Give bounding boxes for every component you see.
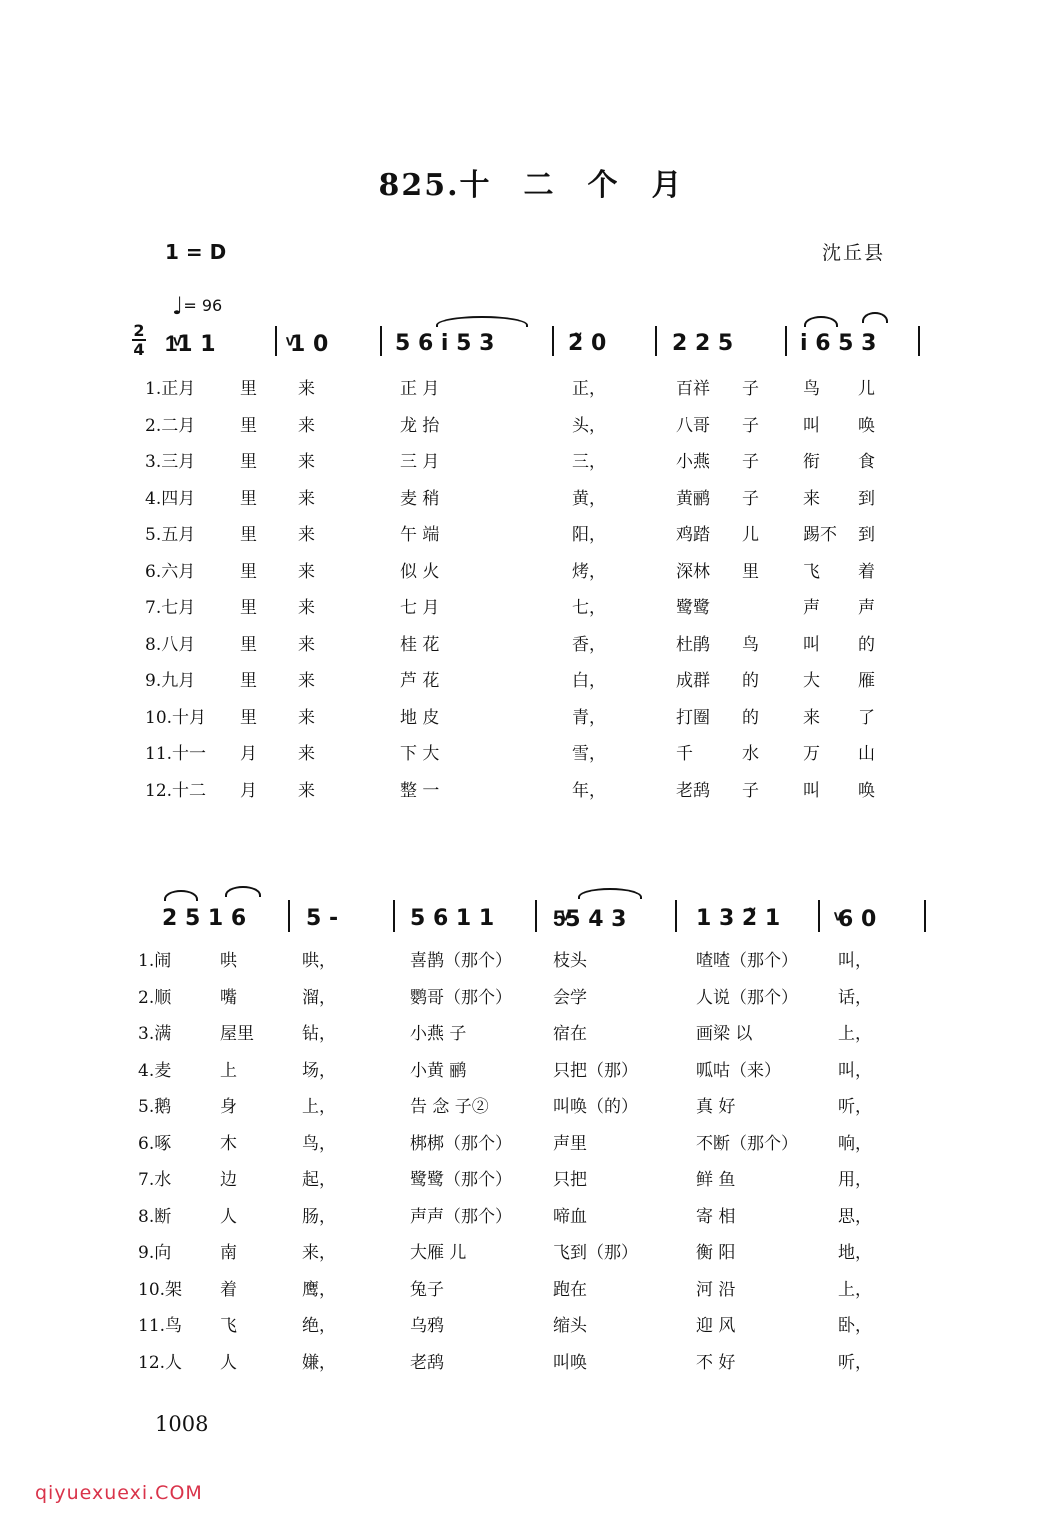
lyric-cell: 衡 阳 bbox=[696, 1243, 736, 1263]
lyric-cell: 声 bbox=[803, 598, 820, 618]
lyric-cell: 河 沿 bbox=[696, 1279, 736, 1300]
lyric-cell: 来 bbox=[298, 780, 315, 801]
lyric-cell: 叫 bbox=[803, 634, 820, 655]
lyric-cell: 雪， bbox=[572, 744, 606, 764]
lyric-cell: 哄 bbox=[220, 951, 237, 971]
measure-notes: 5 6 1 1 bbox=[410, 906, 495, 931]
lyric-cell: 来 bbox=[298, 379, 315, 399]
lyric-cell: 鹭鹭 bbox=[676, 598, 710, 618]
lyric-cell: 只把 bbox=[553, 1170, 587, 1190]
lyric-cell: 来 bbox=[298, 707, 315, 728]
quarter-note-icon: ♩ bbox=[172, 292, 184, 320]
lyric-cell: 叫， bbox=[838, 1060, 872, 1081]
lyric-cell: 青， bbox=[572, 707, 606, 728]
lyric-cell: 子 bbox=[742, 415, 759, 436]
lyric-cell: 里 bbox=[240, 634, 257, 655]
lyric-cell: 声声（那个） bbox=[410, 1206, 512, 1227]
lyric-cell: 水 bbox=[742, 744, 759, 764]
lyric-cell: 黄， bbox=[572, 488, 606, 509]
measure-notes: ͮ1 0 bbox=[290, 332, 329, 357]
measure-notes: 2̃ 0 bbox=[568, 331, 607, 356]
lyric-cell: 人说（那个） bbox=[696, 987, 798, 1008]
lyric-cell: 飞 bbox=[220, 1316, 237, 1336]
song-title: 825.十 二 个 月 bbox=[378, 168, 684, 203]
lyric-cell: 来 bbox=[298, 744, 315, 764]
lyric-cell: 小黄 鹂 bbox=[410, 1060, 467, 1081]
lyric-cell: 响， bbox=[838, 1133, 872, 1154]
lyric-cell: 来 bbox=[803, 707, 820, 728]
lyric-cell: 声 bbox=[858, 598, 875, 618]
lyric-cell: 打圈 bbox=[676, 707, 710, 728]
lyric-cell: 嫌， bbox=[302, 1352, 336, 1373]
lyric-cell: 来 bbox=[298, 415, 315, 436]
slur-mark bbox=[578, 888, 642, 899]
lyric-cell: 里 bbox=[240, 488, 257, 509]
lyric-cell: 里 bbox=[742, 561, 759, 582]
lyric-cell: 绝， bbox=[302, 1316, 336, 1336]
lyric-cell: 飞到（那） bbox=[553, 1243, 638, 1263]
lyric-cell: 4.四月 bbox=[145, 488, 196, 509]
lyric-cell: 5.五月 bbox=[145, 525, 196, 545]
lyric-cell: 里 bbox=[240, 598, 257, 618]
lyric-cell: 鹦哥（那个） bbox=[410, 987, 512, 1008]
lyric-cell: 6.啄 bbox=[138, 1133, 172, 1154]
lyric-cell: 地， bbox=[838, 1243, 872, 1263]
lyric-cell: 上 bbox=[220, 1060, 237, 1081]
lyric-cell: 来 bbox=[298, 488, 315, 509]
lyric-cell: 子 bbox=[742, 379, 759, 399]
lyric-cell: 叫唤 bbox=[553, 1352, 587, 1373]
barline bbox=[924, 900, 926, 932]
lyric-cell: 万 bbox=[803, 744, 820, 764]
lyric-cell: 3.三月 bbox=[145, 452, 196, 472]
lyric-cell: 老鸹 bbox=[676, 780, 710, 801]
lyric-cell: 来 bbox=[298, 525, 315, 545]
lyric-cell: 来 bbox=[298, 598, 315, 618]
lyric-cell: 深林 bbox=[676, 561, 710, 582]
lyric-cell: 叫， bbox=[838, 951, 872, 971]
lyric-cell: 会学 bbox=[553, 987, 587, 1008]
lyric-cell: 子 bbox=[742, 488, 759, 509]
lyric-cell: 千 bbox=[676, 744, 693, 764]
lyric-cell: 大 bbox=[803, 671, 820, 691]
lyric-cell: 子 bbox=[742, 452, 759, 472]
meter-top: 2 bbox=[133, 321, 145, 340]
lyric-cell: 8.断 bbox=[138, 1206, 172, 1227]
lyric-cell: 午 端 bbox=[400, 525, 440, 545]
lyric-cell: 里 bbox=[240, 452, 257, 472]
lyric-cell: 4.麦 bbox=[138, 1060, 172, 1081]
lyric-cell: 边 bbox=[220, 1170, 237, 1190]
lyric-cell: 麦 稍 bbox=[400, 488, 440, 509]
lyric-cell: 正 月 bbox=[400, 379, 440, 399]
lyric-cell: 鲜 鱼 bbox=[696, 1170, 736, 1190]
lyric-cell: 龙 抬 bbox=[400, 415, 440, 436]
lyric-cell: 兔子 bbox=[410, 1279, 444, 1300]
tempo-marking bbox=[172, 292, 222, 320]
measure-notes: 5 - bbox=[306, 906, 339, 931]
measure-notes: 1 3 2̃ 1 bbox=[696, 906, 781, 931]
lyric-cell: 鹰， bbox=[302, 1279, 336, 1300]
lyric-cell: 山 bbox=[858, 744, 875, 764]
lyric-cell: 鸟 bbox=[742, 634, 759, 655]
lyric-cell: 三 月 bbox=[400, 452, 440, 472]
lyric-cell: 来 bbox=[298, 671, 315, 691]
lyric-cell: 1.闹 bbox=[138, 951, 172, 971]
lyric-cell: 不断（那个） bbox=[696, 1133, 798, 1154]
lyric-cell: 木 bbox=[220, 1133, 237, 1154]
lyric-cell: 小燕 子 bbox=[410, 1024, 467, 1044]
lyric-cell: 儿 bbox=[858, 379, 875, 399]
measure-notes: i 6 5 3 bbox=[800, 331, 877, 356]
lyric-cell: 12.人 bbox=[138, 1352, 183, 1373]
lyric-cell: 上， bbox=[838, 1024, 872, 1044]
lyric-cell: 哄， bbox=[302, 951, 336, 971]
lyric-cell: 下 大 bbox=[400, 744, 440, 764]
barline bbox=[393, 900, 395, 932]
lyric-cell: 场， bbox=[302, 1060, 336, 1081]
slur-mark bbox=[804, 316, 838, 327]
lyric-cell: 9.九月 bbox=[145, 671, 196, 691]
barline bbox=[275, 326, 277, 356]
barline bbox=[552, 326, 554, 356]
lyric-cell: 烤， bbox=[572, 561, 606, 582]
lyric-cell: 着 bbox=[858, 561, 875, 582]
lyric-cell: 七， bbox=[572, 598, 606, 618]
lyric-cell: 踢不 bbox=[803, 525, 837, 545]
lyric-cell: 话， bbox=[838, 987, 872, 1008]
lyric-cell: 雁 bbox=[858, 671, 875, 691]
lyric-cell: 用， bbox=[838, 1170, 872, 1190]
lyric-cell: 食 bbox=[858, 452, 875, 472]
barline bbox=[818, 900, 820, 932]
page-number: 1008 bbox=[155, 1412, 209, 1436]
tempo-value: = 96 bbox=[183, 296, 223, 315]
lyric-cell: 上， bbox=[302, 1097, 336, 1117]
lyric-cell: 8.八月 bbox=[145, 634, 196, 655]
lyric-cell: 梆梆（那个） bbox=[410, 1133, 512, 1154]
barline bbox=[535, 900, 537, 932]
lyric-cell: 的 bbox=[742, 671, 759, 691]
lyric-cell: 鸟 bbox=[803, 379, 820, 399]
lyric-cell: 阳， bbox=[572, 525, 606, 545]
lyric-cell: 似 火 bbox=[400, 561, 440, 582]
lyric-cell: 2.顺 bbox=[138, 987, 172, 1008]
lyric-cell: 地 皮 bbox=[400, 707, 440, 728]
lyric-cell: 寄 相 bbox=[696, 1206, 736, 1227]
measure-notes: ͮ6 0 bbox=[838, 907, 877, 932]
lyric-cell: 喳喳（那个） bbox=[696, 951, 798, 971]
lyric-cell: 7.七月 bbox=[145, 598, 196, 618]
lyric-cell: 唤 bbox=[858, 415, 875, 436]
lyric-cell: 迎 风 bbox=[696, 1316, 736, 1336]
lyric-cell: 小燕 bbox=[676, 452, 710, 472]
lyric-cell: 子 bbox=[742, 780, 759, 801]
lyric-cell: 思， bbox=[838, 1206, 872, 1227]
lyric-cell: 钻， bbox=[302, 1024, 336, 1044]
region-label: 沈丘县 bbox=[822, 242, 886, 264]
lyric-cell: 真 好 bbox=[696, 1097, 736, 1117]
lyric-cell: 月 bbox=[240, 780, 257, 801]
lyric-cell: 11.鸟 bbox=[138, 1316, 183, 1336]
lyric-cell: 南 bbox=[220, 1243, 237, 1263]
lyric-cell: 1.正月 bbox=[145, 379, 196, 399]
lyric-cell: 9.向 bbox=[138, 1243, 172, 1263]
lyric-cell: 叫 bbox=[803, 415, 820, 436]
lyric-cell: 里 bbox=[240, 379, 257, 399]
lyric-cell: 人 bbox=[220, 1206, 237, 1227]
lyric-cell: 上， bbox=[838, 1279, 872, 1300]
slur-mark bbox=[164, 890, 198, 901]
lyric-cell: 听， bbox=[838, 1097, 872, 1117]
barline bbox=[380, 326, 382, 356]
lyric-cell: 白， bbox=[572, 671, 606, 691]
slur-mark bbox=[862, 312, 888, 323]
lyric-cell: 七 月 bbox=[400, 598, 440, 618]
measure-notes: 1ͮ1 1 bbox=[165, 332, 216, 357]
lyric-cell: 听， bbox=[838, 1352, 872, 1373]
barline bbox=[918, 326, 920, 356]
lyric-cell: 叫 bbox=[803, 780, 820, 801]
lyric-cell: 3.满 bbox=[138, 1024, 172, 1044]
lyric-cell: 的 bbox=[858, 634, 875, 655]
lyric-cell: 呱咕（来） bbox=[696, 1060, 781, 1081]
lyric-cell: 月 bbox=[240, 744, 257, 764]
lyric-cell: 来 bbox=[803, 488, 820, 509]
lyric-cell: 桂 花 bbox=[400, 634, 440, 655]
lyric-cell: 到 bbox=[858, 525, 875, 545]
measure-notes: 2 2 5 bbox=[672, 331, 734, 356]
lyric-cell: 百祥 bbox=[676, 379, 710, 399]
lyric-cell: 里 bbox=[240, 415, 257, 436]
lyric-cell: 大雁 儿 bbox=[410, 1243, 467, 1263]
barline bbox=[288, 900, 290, 932]
lyric-cell: 卧， bbox=[838, 1316, 872, 1336]
lyric-cell: 成群 bbox=[676, 671, 710, 691]
lyric-cell: 鹭鹭（那个） bbox=[410, 1170, 512, 1190]
lyric-cell: 了 bbox=[858, 707, 875, 728]
lyric-cell: 鸡踏 bbox=[676, 525, 710, 545]
lyric-cell: 芦 花 bbox=[400, 671, 440, 691]
barline bbox=[675, 900, 677, 932]
lyric-cell: 着 bbox=[220, 1279, 237, 1300]
time-signature bbox=[132, 323, 146, 357]
lyric-cell: 肠， bbox=[302, 1206, 336, 1227]
lyric-cell: 跑在 bbox=[553, 1279, 587, 1300]
lyric-cell: 10.架 bbox=[138, 1279, 183, 1300]
lyric-cell: 身 bbox=[220, 1097, 237, 1117]
lyric-cell: 屋里 bbox=[220, 1024, 254, 1044]
lyric-cell: 杜鹃 bbox=[676, 634, 710, 655]
lyric-cell: 来 bbox=[298, 634, 315, 655]
lyric-cell: 啼血 bbox=[553, 1206, 587, 1227]
lyric-cell: 11.十一 bbox=[145, 744, 207, 764]
slur-mark bbox=[436, 316, 528, 327]
lyric-cell: 八哥 bbox=[676, 415, 710, 436]
lyric-cell: 年， bbox=[572, 780, 606, 801]
measure-notes: 5 6 i 5 3 bbox=[395, 331, 495, 356]
slur-mark bbox=[225, 886, 261, 897]
lyric-cell: 告 念 子② bbox=[410, 1097, 489, 1117]
lyric-cell: 鸟， bbox=[302, 1133, 336, 1154]
lyric-cell: 不 好 bbox=[696, 1352, 736, 1373]
lyric-cell: 人 bbox=[220, 1352, 237, 1373]
lyric-cell: 整 一 bbox=[400, 780, 440, 801]
key-signature: 1 = D bbox=[165, 240, 227, 264]
lyric-cell: 喜鹊（那个） bbox=[410, 951, 512, 971]
lyric-cell: 5.鹅 bbox=[138, 1097, 172, 1117]
lyric-cell: 里 bbox=[240, 707, 257, 728]
lyric-cell: 香， bbox=[572, 634, 606, 655]
lyric-cell: 枝头 bbox=[553, 951, 587, 971]
barline bbox=[655, 326, 657, 356]
lyric-cell: 来 bbox=[298, 452, 315, 472]
lyric-cell: 来 bbox=[298, 561, 315, 582]
lyric-cell: 乌鸦 bbox=[410, 1316, 444, 1336]
lyric-cell: 7.水 bbox=[138, 1170, 172, 1190]
lyric-cell: 里 bbox=[240, 525, 257, 545]
lyric-cell: 缩头 bbox=[553, 1316, 587, 1336]
lyric-cell: 飞 bbox=[803, 561, 820, 582]
lyric-cell: 来， bbox=[302, 1243, 336, 1263]
lyric-cell: 声里 bbox=[553, 1133, 587, 1154]
lyric-cell: 起， bbox=[302, 1170, 336, 1190]
lyric-cell: 正， bbox=[572, 379, 606, 399]
lyric-cell: 12.十二 bbox=[145, 780, 207, 801]
lyric-cell: 的 bbox=[742, 707, 759, 728]
lyric-cell: 6.六月 bbox=[145, 561, 196, 582]
watermark: qiyuexuexi.COM bbox=[35, 1482, 203, 1504]
measure-notes: 5ͮ5 4 3 bbox=[553, 907, 627, 932]
lyric-cell: 黄鹂 bbox=[676, 488, 710, 509]
lyric-cell: 儿 bbox=[742, 525, 759, 545]
lyric-cell: 头， bbox=[572, 415, 606, 436]
barline bbox=[785, 326, 787, 356]
lyric-cell: 唤 bbox=[858, 780, 875, 801]
lyric-cell: 叫唤（的） bbox=[553, 1097, 638, 1117]
lyric-cell: 老鸹 bbox=[410, 1352, 444, 1373]
lyric-cell: 衔 bbox=[803, 452, 820, 472]
lyric-cell: 里 bbox=[240, 561, 257, 582]
lyric-cell: 到 bbox=[858, 488, 875, 509]
lyric-cell: 溜， bbox=[302, 987, 336, 1008]
lyric-cell: 里 bbox=[240, 671, 257, 691]
lyric-cell: 10.十月 bbox=[145, 707, 207, 728]
lyric-cell: 只把（那） bbox=[553, 1060, 638, 1081]
lyric-cell: 画梁 以 bbox=[696, 1024, 753, 1044]
meter-bottom: 4 bbox=[133, 340, 145, 359]
lyric-cell: 三， bbox=[572, 452, 606, 472]
lyric-cell: 2.二月 bbox=[145, 415, 196, 436]
lyric-cell: 宿在 bbox=[553, 1024, 587, 1044]
lyric-cell: 嘴 bbox=[220, 987, 237, 1008]
measure-notes: 2 5 1 6 bbox=[162, 906, 247, 931]
